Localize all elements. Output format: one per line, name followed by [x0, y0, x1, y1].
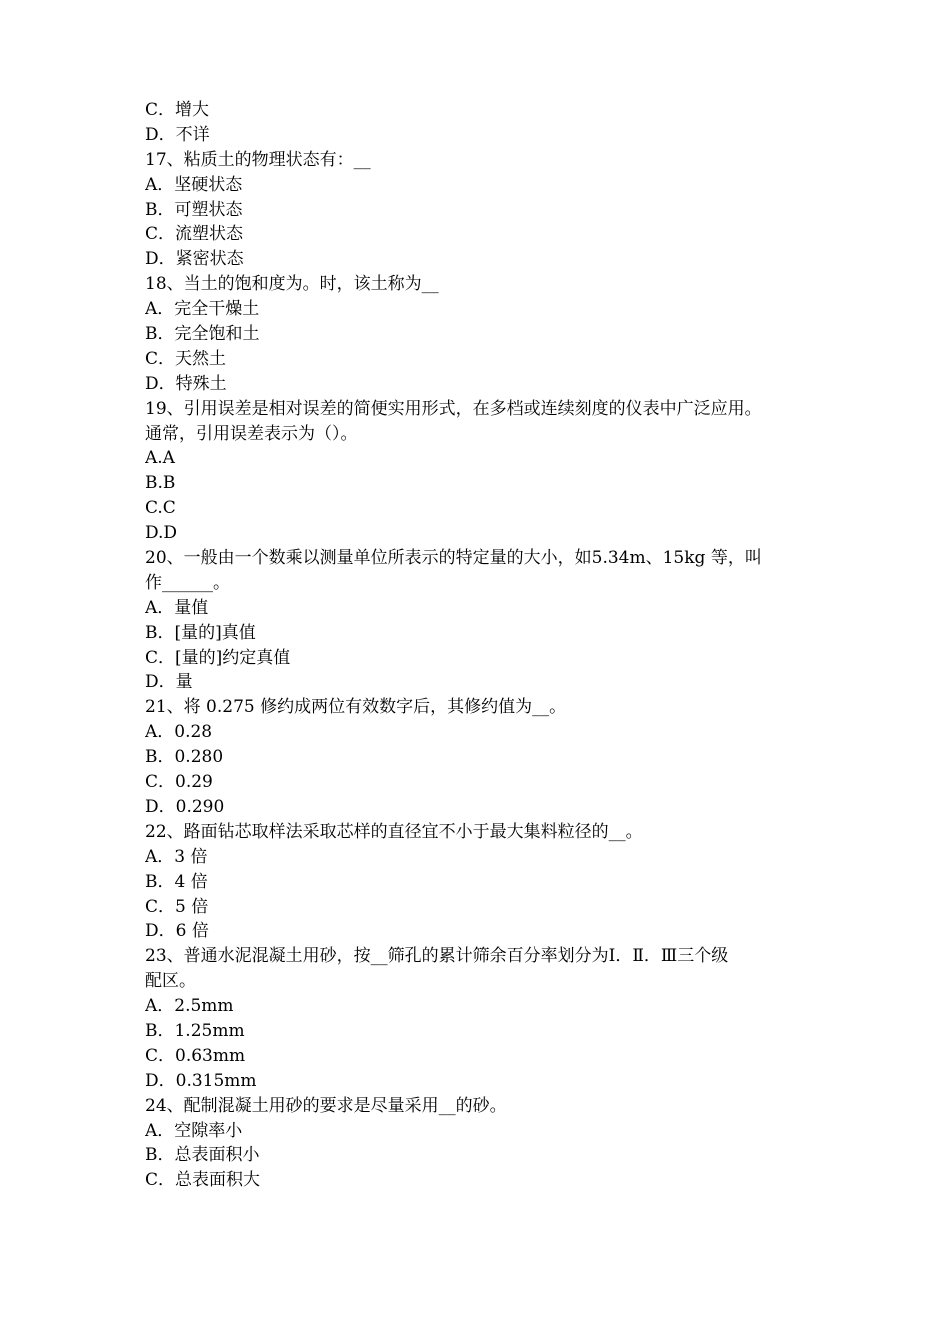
- text-line: 作______。: [145, 572, 230, 593]
- text-line: B．4 倍: [145, 871, 208, 892]
- text-line: B．1.25mm: [145, 1020, 245, 1041]
- text-line: C．5 倍: [145, 896, 209, 917]
- text-line: A.A: [145, 448, 175, 469]
- text-line: B．总表面积小: [145, 1145, 260, 1166]
- text-line: D．0.315mm: [145, 1070, 257, 1091]
- text-line: A．空隙率小: [145, 1120, 243, 1141]
- text-line: A．2.5mm: [145, 996, 234, 1017]
- text-line: A．坚硬状态: [145, 174, 243, 195]
- text-line: C．天然土: [145, 348, 227, 369]
- question-22: 22、路面钻芯取样法采取芯样的直径宜不小于最大集料粒径的__。: [145, 821, 643, 842]
- text-line: D．6 倍: [145, 921, 209, 942]
- text-line: 配区。: [145, 971, 196, 992]
- text-line: B.B: [145, 473, 176, 494]
- question-17: 17、粘质土的物理状态有：__: [145, 149, 371, 170]
- text-line: C．增大: [145, 100, 210, 120]
- text-line: A．3 倍: [145, 846, 208, 867]
- question-19: 19、引用误差是相对误差的简便实用形式，在多档或连续刻度的仪表中广泛应用。: [145, 398, 762, 419]
- text-line: C．0.63mm: [145, 1045, 246, 1066]
- question-23: 23、普通水泥混凝土用砂，按__筛孔的累计筛余百分率划分为Ⅰ．Ⅱ．Ⅲ三个级: [145, 946, 729, 967]
- text-line: D．不详: [145, 124, 210, 145]
- text-line: C.C: [145, 498, 176, 519]
- text-line: C．流塑状态: [145, 224, 244, 245]
- text-line: B．0.280: [145, 747, 224, 768]
- text-line: B．[量的]真值: [145, 622, 256, 643]
- text-line: D．特殊土: [145, 373, 227, 394]
- text-line: C．总表面积大: [145, 1170, 261, 1191]
- text-line: B．完全饱和土: [145, 324, 260, 345]
- text-line: D．紧密状态: [145, 249, 244, 270]
- text-line: D．0.290: [145, 796, 225, 817]
- question-20: 20、一般由一个数乘以测量单位所表示的特定量的大小，如5.34m、15kg 等，叫: [145, 548, 762, 569]
- text-line: A．完全干燥土: [145, 299, 260, 320]
- text-line: A．量值: [145, 597, 209, 618]
- text-line: 通常，引用误差表示为（）。: [145, 423, 358, 444]
- question-21: 21、将 0.275 修约成两位有效数字后，其修约值为__。: [145, 697, 567, 718]
- document-body: [145, 98, 815, 1193]
- text-line: D.D: [145, 523, 178, 544]
- text-line: C．[量的]约定真值: [145, 647, 291, 668]
- text-line: C．0.29: [145, 772, 213, 793]
- text-line: D．量: [145, 672, 193, 693]
- text-line: A．0.28: [145, 722, 213, 743]
- text-line: B．可塑状态: [145, 199, 243, 220]
- question-18: 18、当土的饱和度为。时，该土称为__: [145, 274, 439, 295]
- question-24: 24、配制混凝土用砂的要求是尽量采用__的砂。: [145, 1095, 507, 1116]
